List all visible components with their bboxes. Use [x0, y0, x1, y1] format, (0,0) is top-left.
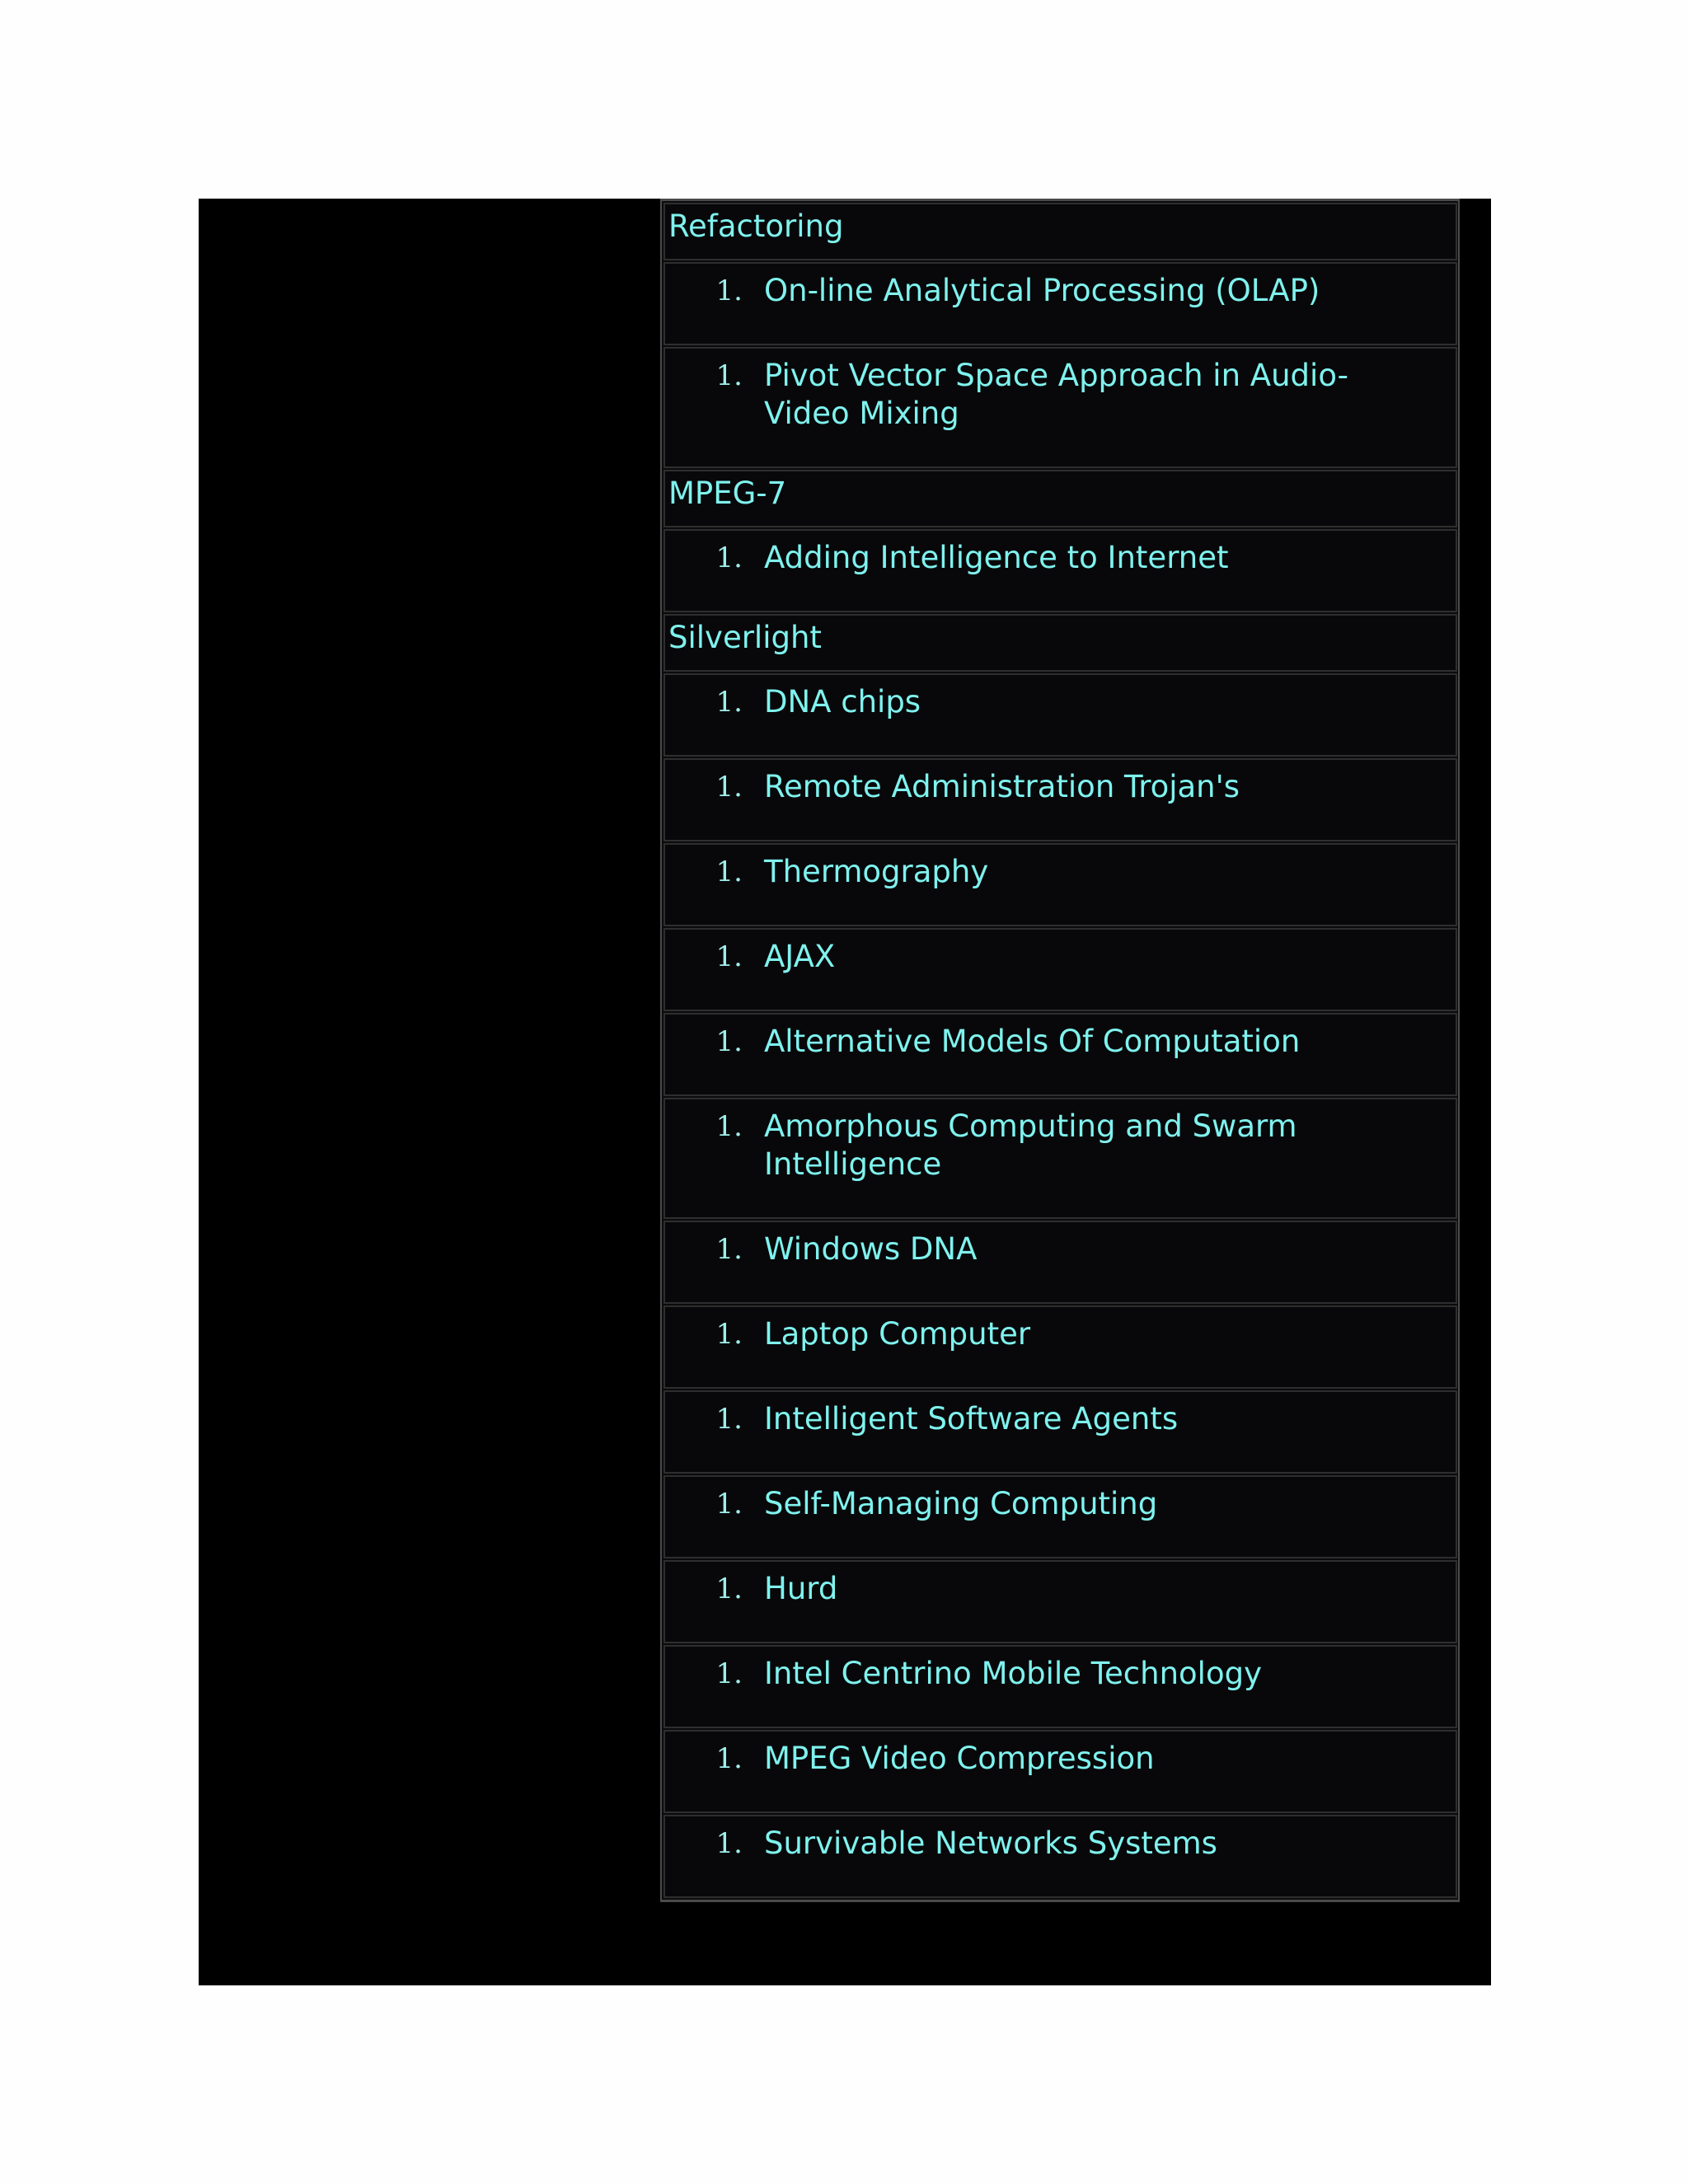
topic-item-ajax[interactable] [663, 928, 1457, 1011]
list-number: 1. [715, 686, 743, 719]
list-number: 1. [715, 1025, 743, 1058]
list-number: 1. [715, 541, 743, 574]
topic-item-olap[interactable] [663, 262, 1457, 345]
list-number: 1. [715, 1657, 743, 1690]
topic-item-mpeg-video-compression[interactable] [663, 1730, 1457, 1813]
topic-link[interactable]: Amorphous Computing and Swarm Intelligence [764, 1108, 1297, 1182]
list-number: 1. [715, 1403, 743, 1436]
topic-link[interactable]: Adding Intelligence to Internet [764, 540, 1229, 575]
topic-link[interactable]: Intelligent Software Agents [764, 1401, 1179, 1436]
list-number: 1. [715, 1572, 743, 1605]
topic-link[interactable]: AJAX [764, 939, 836, 974]
topic-link[interactable]: Intel Centrino Mobile Technology [764, 1656, 1262, 1691]
topic-item-windows-dna[interactable] [663, 1221, 1457, 1304]
topic-item-survivable-networks[interactable] [663, 1815, 1457, 1898]
topic-link[interactable]: Survivable Networks Systems [764, 1825, 1217, 1861]
list-number: 1. [715, 1742, 743, 1775]
topic-item-thermography[interactable] [663, 843, 1457, 926]
list-number: 1. [715, 855, 743, 888]
list-number: 1. [715, 1318, 743, 1351]
list-number: 1. [715, 1488, 743, 1521]
topic-link[interactable]: Pivot Vector Space Approach in Audio-Video Mixing [764, 358, 1348, 431]
topic-item-adding-intelligence[interactable] [663, 529, 1457, 612]
section-heading-mpeg-7[interactable]: MPEG-7 [663, 470, 1457, 527]
list-number: 1. [715, 1110, 743, 1143]
topic-link[interactable]: Thermography [764, 854, 989, 889]
topic-link[interactable]: Hurd [764, 1571, 838, 1606]
topic-link[interactable]: Self-Managing Computing [764, 1486, 1158, 1521]
topic-item-self-managing-computing[interactable] [663, 1475, 1457, 1558]
topic-item-pivot-vector-space[interactable] [663, 347, 1457, 468]
topic-link[interactable]: Remote Administration Trojan's [764, 769, 1240, 804]
topic-link[interactable]: Windows DNA [764, 1231, 978, 1267]
topic-link[interactable]: MPEG Video Compression [764, 1741, 1155, 1776]
topic-item-intelligent-software-agents[interactable] [663, 1390, 1457, 1474]
topic-item-dna-chips[interactable] [663, 673, 1457, 757]
topic-item-laptop-computer[interactable] [663, 1305, 1457, 1389]
topic-link[interactable]: Alternative Models Of Computation [764, 1024, 1301, 1059]
list-number: 1. [715, 1827, 743, 1860]
topic-item-remote-administration[interactable] [663, 758, 1457, 841]
topic-link[interactable]: On-line Analytical Processing (OLAP) [764, 273, 1320, 308]
list-number: 1. [715, 359, 743, 392]
topic-item-hurd[interactable] [663, 1560, 1457, 1643]
topic-item-amorphous-computing[interactable] [663, 1098, 1457, 1219]
list-number: 1. [715, 940, 743, 973]
topic-item-intel-centrino[interactable] [663, 1645, 1457, 1728]
document-page [199, 199, 1491, 1985]
list-number: 1. [715, 1233, 743, 1266]
topic-link[interactable]: Laptop Computer [764, 1316, 1031, 1352]
topic-item-alternative-models[interactable] [663, 1013, 1457, 1096]
list-number: 1. [715, 274, 743, 307]
section-heading-silverlight[interactable]: Silverlight [663, 614, 1457, 672]
topic-link[interactable]: DNA chips [764, 684, 921, 719]
topic-table [660, 199, 1460, 1902]
section-heading-refactoring[interactable]: Refactoring [663, 203, 1457, 260]
list-number: 1. [715, 771, 743, 804]
